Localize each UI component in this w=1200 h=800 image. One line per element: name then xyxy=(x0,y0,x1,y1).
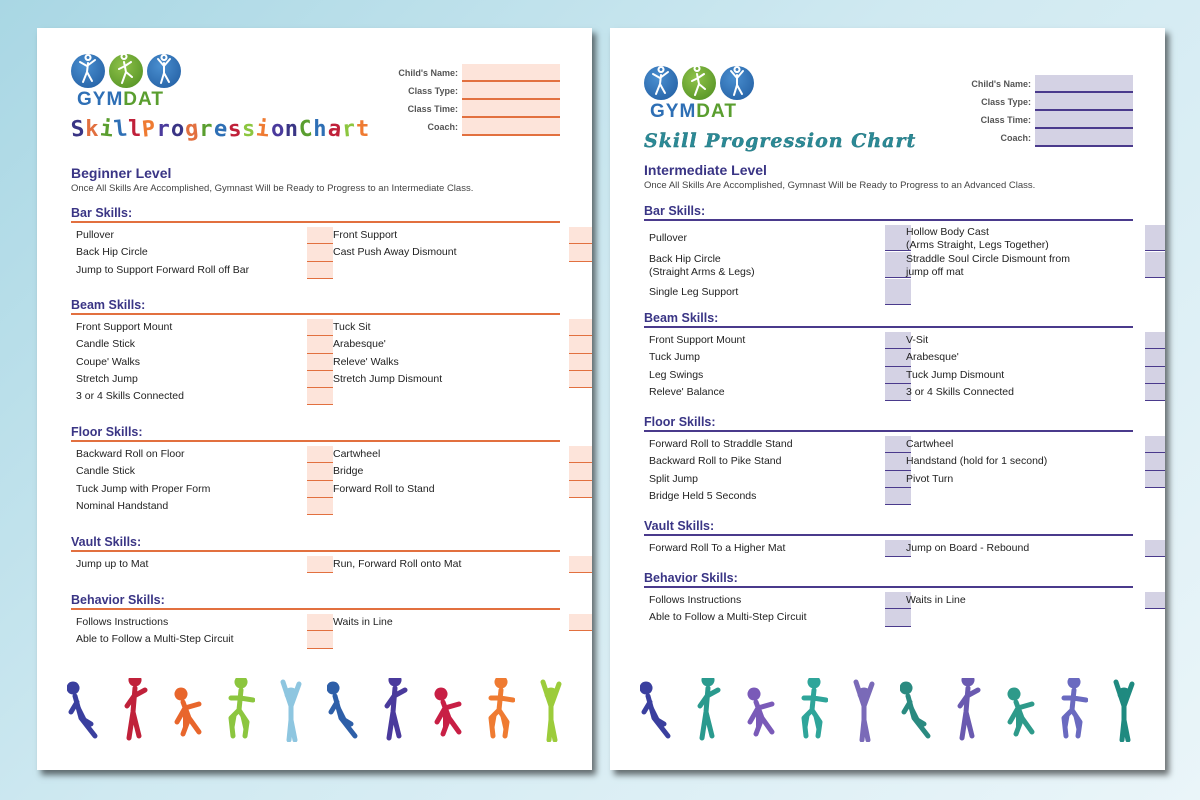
skill-label: Run, Forward Roll onto Mat xyxy=(333,558,462,570)
skill-column-left xyxy=(649,332,911,401)
skill-item xyxy=(906,367,1165,384)
gymnast-silhouette-icon xyxy=(327,678,359,742)
skill-item xyxy=(906,436,1165,453)
skill-label: 3 or 4 Skills Connected xyxy=(76,390,184,403)
skill-item xyxy=(649,471,911,488)
skill-item xyxy=(76,354,338,371)
section-body xyxy=(644,221,1133,311)
header-field-row xyxy=(398,118,560,136)
skill-checkbox[interactable] xyxy=(1145,592,1165,609)
section-title: Vault Skills: xyxy=(71,535,560,552)
skill-item xyxy=(649,367,911,384)
skill-item xyxy=(906,349,1165,366)
gymnast-silhouette-icon xyxy=(952,678,984,742)
skill-label: Forward Roll To a Higher Mat xyxy=(649,542,786,554)
section-body xyxy=(644,588,1133,631)
skill-checkbox[interactable] xyxy=(307,614,333,631)
header-field-row xyxy=(398,82,560,100)
skill-checkbox[interactable] xyxy=(1145,540,1165,557)
skill-section xyxy=(644,204,1133,311)
skill-item xyxy=(333,354,592,371)
skill-label xyxy=(649,253,839,279)
skill-checkbox[interactable] xyxy=(307,336,333,353)
gymnast-silhouette-icon xyxy=(1056,678,1088,742)
skill-column-right xyxy=(906,540,1165,557)
skill-label: Nominal Handstand xyxy=(76,499,169,512)
skill-checkbox[interactable] xyxy=(1145,384,1165,401)
header-field-input[interactable] xyxy=(1035,129,1133,147)
skill-item xyxy=(76,262,338,279)
skill-label: Leg Swings xyxy=(649,368,704,381)
skill-label: Follows Instructions xyxy=(649,594,742,606)
skill-item xyxy=(333,336,592,353)
skill-checkbox[interactable] xyxy=(569,244,592,261)
skill-label: Releve' Walks xyxy=(333,355,399,368)
skill-item xyxy=(649,252,911,279)
skill-checkbox[interactable] xyxy=(569,446,592,463)
skill-column-right xyxy=(333,556,592,573)
header-field-row xyxy=(398,100,560,118)
skill-section xyxy=(644,311,1133,405)
skill-item xyxy=(76,631,338,648)
header-field-label: Class Time: xyxy=(407,104,458,114)
gymnast-silhouette-icon xyxy=(1108,678,1140,742)
skill-label: Stretch Jump Dismount xyxy=(333,372,443,385)
skill-item xyxy=(76,227,338,244)
header-field-row xyxy=(971,93,1133,111)
skill-column-left xyxy=(649,592,911,627)
skill-label: Bridge xyxy=(333,465,364,478)
gymnast-silhouette-icon xyxy=(692,678,724,742)
skill-label: Bridge Held 5 Seconds xyxy=(649,489,757,502)
skill-item xyxy=(906,592,1165,609)
skill-item xyxy=(333,244,592,261)
header-field-input[interactable] xyxy=(1035,111,1133,129)
skill-checkbox[interactable] xyxy=(1145,436,1165,453)
skill-label: V-Sit xyxy=(906,334,929,346)
level-note: Once All Skills Are Accomplished, Gymnast Will be Ready to Progress to an Advanced Class. xyxy=(644,180,1036,191)
header-field-input[interactable] xyxy=(462,100,560,118)
header-field-input[interactable] xyxy=(462,64,560,82)
skill-item xyxy=(649,453,911,470)
skill-item xyxy=(333,614,592,631)
skill-label: Arabesque' xyxy=(906,351,959,364)
skill-label: Backward Roll to Pike Stand xyxy=(649,455,782,468)
section-title: Floor Skills: xyxy=(644,415,1133,432)
skill-label: Candle Stick xyxy=(76,465,135,478)
skill-checkbox[interactable] xyxy=(885,609,911,626)
skill-column-left xyxy=(76,319,338,405)
skill-label: Handstand (hold for 1 second) xyxy=(906,455,1048,468)
skill-column-left xyxy=(649,540,911,557)
skill-item xyxy=(76,446,338,463)
skill-label: Front Support xyxy=(333,229,398,241)
skill-label: Jump on Board - Rebound xyxy=(906,542,1030,554)
header-field-label: Class Type: xyxy=(408,86,458,96)
skill-item xyxy=(76,244,338,261)
skill-label: Able to Follow a Multi-Step Circuit xyxy=(76,633,234,646)
section-title: Bar Skills: xyxy=(644,204,1133,221)
gymnast-circle-icon xyxy=(682,66,716,100)
chart-title: SkillProgressionChart xyxy=(69,116,371,143)
skill-label: Releve' Balance xyxy=(649,385,725,398)
skill-label: Able to Follow a Multi-Step Circuit xyxy=(649,611,807,624)
section-title: Behavior Skills: xyxy=(71,593,560,610)
section-title: Behavior Skills: xyxy=(644,571,1133,588)
skill-label: Candle Stick xyxy=(76,338,135,351)
header-field-label: Child's Name: xyxy=(971,79,1031,89)
skill-item xyxy=(76,498,338,515)
logo-wordmark: GYMDAT xyxy=(650,101,737,122)
header-field-label: Coach: xyxy=(1000,133,1031,143)
gymnast-silhouette-icon xyxy=(744,678,776,742)
skill-checkbox[interactable] xyxy=(307,446,333,463)
section-body xyxy=(71,315,560,410)
skill-item xyxy=(906,471,1165,488)
skill-label: Pivot Turn xyxy=(906,472,954,485)
gymnast-silhouette-icon xyxy=(535,678,567,742)
skill-label-line: (Arms Straight, Legs Together) xyxy=(906,239,1049,251)
skill-section xyxy=(71,298,560,410)
gymdat-logo xyxy=(71,54,191,111)
skill-checkbox[interactable] xyxy=(569,227,592,244)
section-title: Vault Skills: xyxy=(644,519,1133,536)
skill-checkbox[interactable] xyxy=(307,244,333,261)
skill-section xyxy=(644,415,1133,509)
skill-section xyxy=(71,425,560,519)
gymnast-silhouette-icon xyxy=(275,678,307,742)
level-heading: Intermediate Level xyxy=(644,162,767,178)
skill-label: Tuck Jump xyxy=(649,351,700,364)
gymnast-silhouette-icon xyxy=(67,678,99,742)
chart-title: Skill Progression Chart xyxy=(644,130,917,152)
skill-item xyxy=(906,453,1165,470)
skill-label: Jump to Support Forward Roll off Bar xyxy=(76,263,250,276)
skill-checkbox[interactable] xyxy=(1145,252,1165,278)
skill-item xyxy=(76,556,338,573)
gymnast-silhouette-icon xyxy=(483,678,515,742)
logo-wordmark: GYMDAT xyxy=(77,89,164,110)
skill-column-right xyxy=(333,614,592,631)
section-body xyxy=(71,223,560,283)
gymdat-logo xyxy=(644,66,764,123)
skill-column-left xyxy=(76,556,338,573)
skill-checkbox[interactable] xyxy=(885,488,911,505)
skill-label: Pullover xyxy=(76,229,114,241)
section-title: Floor Skills: xyxy=(71,425,560,442)
skill-label: Tuck Sit xyxy=(333,321,371,333)
header-field-row xyxy=(971,111,1133,129)
skill-item xyxy=(906,540,1165,557)
skill-checkbox[interactable] xyxy=(569,481,592,498)
gymnast-silhouette-icon xyxy=(379,678,411,742)
header-fields xyxy=(971,75,1133,147)
gymnast-circle-icon xyxy=(109,54,143,88)
skill-checkbox[interactable] xyxy=(307,319,333,336)
skill-label: Tuck Jump with Proper Form xyxy=(76,482,211,495)
skill-item xyxy=(333,463,592,480)
skill-item xyxy=(649,540,911,557)
skill-label: Front Support Mount xyxy=(649,334,746,346)
header-fields xyxy=(398,64,560,136)
header-field-input[interactable] xyxy=(462,118,560,136)
skill-item xyxy=(76,614,338,631)
skill-item xyxy=(76,319,338,336)
skill-column-right xyxy=(906,225,1165,279)
level-note: Once All Skills Are Accomplished, Gymnast Will be Ready to Progress to an Intermediate Class. xyxy=(71,183,474,194)
header-field-label: Coach: xyxy=(427,122,458,132)
skill-section xyxy=(71,593,560,653)
skill-column-right xyxy=(906,332,1165,401)
skill-label: Forward Roll to Stand xyxy=(333,482,435,495)
skill-label-line: Pullover xyxy=(649,232,687,244)
section-title: Bar Skills: xyxy=(71,206,560,223)
skill-item xyxy=(649,332,911,349)
skill-item xyxy=(333,556,592,573)
skill-label: Waits in Line xyxy=(906,594,966,606)
header-field-label: Child's Name: xyxy=(398,68,458,78)
skill-item xyxy=(76,388,338,405)
skill-item xyxy=(906,332,1165,349)
skill-label: Follows Instructions xyxy=(76,616,169,628)
skill-column-right xyxy=(906,592,1165,609)
gymnast-figures xyxy=(67,678,567,742)
skill-label-line: Straddle Soul Circle Dismount from xyxy=(906,253,1070,265)
skill-column-right xyxy=(333,446,592,498)
skill-item xyxy=(906,384,1165,401)
skill-item xyxy=(76,336,338,353)
gymnast-silhouette-icon xyxy=(223,678,255,742)
skill-column-right xyxy=(333,319,592,388)
skill-item xyxy=(906,252,1165,279)
skill-item xyxy=(76,371,338,388)
gymnast-circle-icon xyxy=(147,54,181,88)
skill-checkbox[interactable] xyxy=(307,463,333,480)
section-body xyxy=(644,432,1133,509)
skill-checkbox[interactable] xyxy=(307,498,333,515)
skill-checkbox[interactable] xyxy=(307,354,333,371)
skill-label: Waits in Line xyxy=(333,616,393,628)
gymnast-figures xyxy=(640,678,1140,742)
skill-label: Coupe' Walks xyxy=(76,355,141,368)
skill-column-left xyxy=(76,227,338,279)
skill-checkbox[interactable] xyxy=(569,556,592,573)
skill-label xyxy=(906,226,1096,252)
skill-label: Backward Roll on Floor xyxy=(76,448,185,460)
skill-column-left xyxy=(649,225,911,306)
skill-section xyxy=(71,535,560,577)
skill-label xyxy=(649,286,839,299)
gymnast-circle-icon xyxy=(71,54,105,88)
skill-label-line: Back Hip Circle xyxy=(649,253,721,265)
skill-checkbox[interactable] xyxy=(1145,225,1165,251)
gymnast-circle-icon xyxy=(644,66,678,100)
skill-label: Cartwheel xyxy=(906,438,954,450)
skill-checkbox[interactable] xyxy=(1145,471,1165,488)
header-field-input[interactable] xyxy=(1035,75,1133,93)
skill-checkbox[interactable] xyxy=(569,336,592,353)
skill-checkbox[interactable] xyxy=(569,319,592,336)
skill-label: Arabesque' xyxy=(333,338,386,351)
skill-checkbox[interactable] xyxy=(307,262,333,279)
skill-checkbox[interactable] xyxy=(569,463,592,480)
skill-label: Forward Roll to Straddle Stand xyxy=(649,438,793,450)
skill-checkbox[interactable] xyxy=(307,371,333,388)
gymnast-silhouette-icon xyxy=(171,678,203,742)
skill-label-line: Hollow Body Cast xyxy=(906,226,989,238)
header-field-label: Class Time: xyxy=(980,115,1031,125)
skill-checkbox[interactable] xyxy=(569,354,592,371)
skill-label xyxy=(649,232,839,245)
skill-checkbox[interactable] xyxy=(307,388,333,405)
skill-item xyxy=(333,481,592,498)
level-heading: Beginner Level xyxy=(71,165,172,181)
skill-item xyxy=(333,227,592,244)
skill-checkbox[interactable] xyxy=(569,371,592,388)
skill-checkbox[interactable] xyxy=(1145,349,1165,366)
skill-item xyxy=(76,481,338,498)
skill-label-line: jump off mat xyxy=(906,266,964,278)
skill-label: Tuck Jump Dismount xyxy=(906,368,1005,381)
skill-label-line: (Straight Arms & Legs) xyxy=(649,266,755,278)
section-body xyxy=(644,328,1133,405)
skill-checkbox[interactable] xyxy=(569,614,592,631)
skill-item xyxy=(906,225,1165,252)
skill-label: Back Hip Circle xyxy=(76,246,148,259)
section-body xyxy=(71,552,560,577)
gymnast-circle-icon xyxy=(720,66,754,100)
skill-column-left xyxy=(76,614,338,649)
skill-item xyxy=(333,371,592,388)
gymnast-silhouette-icon xyxy=(119,678,151,742)
skill-label: Stretch Jump xyxy=(76,372,138,385)
section-title: Beam Skills: xyxy=(71,298,560,315)
gymnast-silhouette-icon xyxy=(848,678,880,742)
skill-item xyxy=(649,349,911,366)
skill-item xyxy=(649,436,911,453)
header-field-row xyxy=(398,64,560,82)
skill-item xyxy=(649,279,911,306)
gymnast-silhouette-icon xyxy=(1004,678,1036,742)
skill-item xyxy=(649,592,911,609)
skill-label: Split Jump xyxy=(649,472,699,485)
skill-item xyxy=(76,463,338,480)
skill-item xyxy=(649,488,911,505)
section-body xyxy=(71,610,560,653)
header-field-input[interactable] xyxy=(1035,93,1133,111)
skill-item xyxy=(649,609,911,626)
skill-checkbox[interactable] xyxy=(307,227,333,244)
skill-item xyxy=(333,319,592,336)
section-title: Beam Skills: xyxy=(644,311,1133,328)
header-field-input[interactable] xyxy=(462,82,560,100)
intermediate-chart-sheet xyxy=(610,28,1165,770)
skill-column-left xyxy=(649,436,911,505)
skill-checkbox[interactable] xyxy=(307,631,333,648)
skill-checkbox[interactable] xyxy=(307,556,333,573)
skill-section xyxy=(644,571,1133,631)
gymnast-silhouette-icon xyxy=(796,678,828,742)
skill-checkbox[interactable] xyxy=(1145,332,1165,349)
skill-item xyxy=(649,225,911,252)
skill-item xyxy=(333,446,592,463)
skill-checkbox[interactable] xyxy=(885,279,911,305)
header-field-label: Class Type: xyxy=(981,97,1031,107)
skill-column-left xyxy=(76,446,338,515)
section-body xyxy=(71,442,560,519)
skill-label: Cartwheel xyxy=(333,448,381,460)
skill-section xyxy=(71,206,560,283)
skill-label: 3 or 4 Skills Connected xyxy=(906,385,1014,398)
header-field-row xyxy=(971,75,1133,93)
skill-label-line: Single Leg Support xyxy=(649,286,739,298)
skill-column-right xyxy=(333,227,592,262)
header-field-row xyxy=(971,129,1133,147)
skill-label: Jump up to Mat xyxy=(76,558,149,570)
skill-checkbox[interactable] xyxy=(1145,453,1165,470)
gymnast-silhouette-icon xyxy=(900,678,932,742)
skill-checkbox[interactable] xyxy=(1145,367,1165,384)
skill-section xyxy=(644,519,1133,561)
gymnast-silhouette-icon xyxy=(431,678,463,742)
section-body xyxy=(644,536,1133,561)
skill-item xyxy=(649,384,911,401)
gymnast-silhouette-icon xyxy=(640,678,672,742)
skill-checkbox[interactable] xyxy=(307,481,333,498)
skill-column-right xyxy=(906,436,1165,488)
skill-label: Cast Push Away Dismount xyxy=(333,246,457,259)
beginner-chart-sheet xyxy=(37,28,592,770)
skill-label xyxy=(906,253,1096,279)
skill-label: Front Support Mount xyxy=(76,321,173,333)
